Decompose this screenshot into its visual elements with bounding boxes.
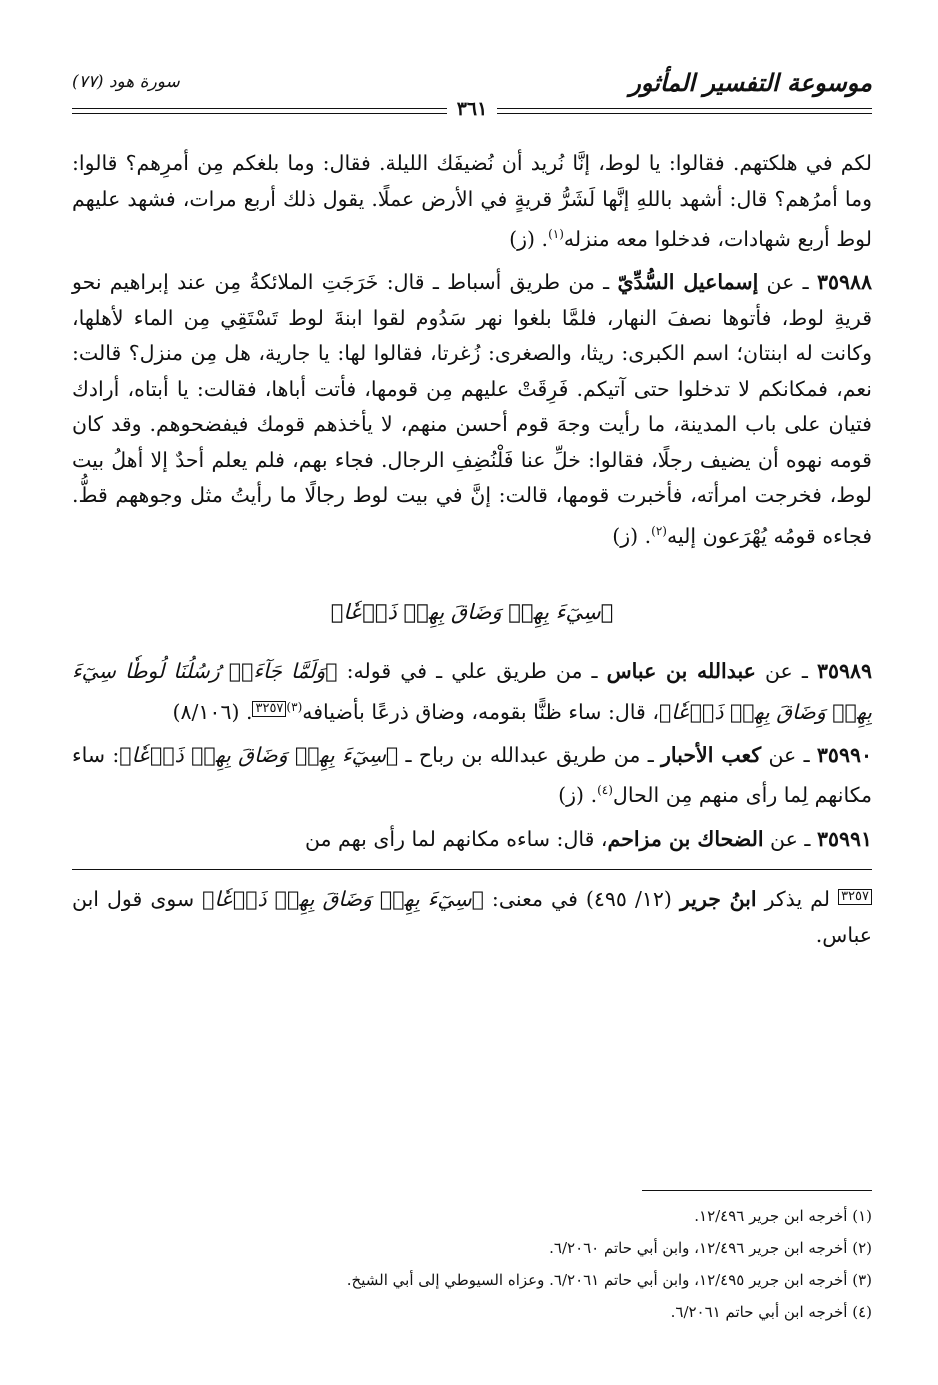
- entry-number: ٣٥٩٩١: [816, 826, 872, 851]
- page-number: ٣٦١: [447, 98, 498, 120]
- source-tag: . (ز): [558, 783, 598, 808]
- narrator-name: إسماعيل السُّدِّيّ: [617, 270, 759, 295]
- commentary-ref-box: ٣٢٥٧: [838, 889, 872, 905]
- entry-number: ٣٥٩٩٠: [816, 742, 872, 767]
- quran-quote: ﴿وَلَمَّا جَآءَتۡ رُسُلُنَا لُوطٗا سِيٓءَ بِهِمۡ وَضَاقَ بِهِمۡ ذَرۡعٗا﴾: [72, 659, 872, 724]
- entry-text: ـ من طريق عبدالله بن رباح ـ: [398, 742, 662, 767]
- quran-quote: ﴿سِيٓءَ بِهِمۡ وَضَاقَ بِهِمۡ ذَرۡعٗا﴾: [202, 887, 484, 912]
- narrator-name: الضحاك بن مزاحم: [607, 826, 764, 851]
- entry-prefix: ـ عن: [758, 270, 817, 295]
- narrator-name: عبدالله بن عباس: [606, 659, 756, 684]
- paragraph-continuation: [72, 146, 872, 257]
- entry-35988: [72, 265, 872, 554]
- entry-text: : ساء مكانهم لِما رأى منهم مِن الحال: [72, 742, 872, 808]
- commentary-note: [72, 882, 872, 953]
- footnote-marker: (٣): [286, 699, 303, 714]
- entry-35991: [72, 822, 872, 858]
- entry-prefix: ـ عن: [761, 742, 817, 767]
- commentary-text: لم يذكر: [756, 887, 839, 912]
- entry-number: ٣٥٩٨٨: [816, 270, 872, 295]
- footnote-3: (٣) أخرجه ابن جرير ١٢/٤٩٥، وابن أبي حاتم ٦/٢٠٦١. وعزاه السيوطي إلى أبي الشيخ.: [346, 1271, 872, 1289]
- book-title: موسوعة التفسير المأثور: [629, 68, 872, 97]
- footnote-marker: (١): [548, 227, 564, 241]
- footnote-2: (٢) أخرجه ابن جرير ١٢/٤٩٦، وابن أبي حاتم ٦/٢٠٦٠.: [549, 1239, 872, 1257]
- footnotes-section: [72, 1190, 872, 1328]
- entry-35989: [72, 654, 872, 730]
- commentary-text: سوى قول ابن عباس.: [72, 887, 872, 947]
- volume-page-ref: . (٨/١٠٦): [172, 699, 253, 724]
- entry-text: ، قال: ساء ظنًّا بقومه، وضاق ذرعًا بأضيافه: [302, 699, 659, 724]
- entry-prefix: ـ عن: [755, 659, 817, 684]
- source-tag: . (ز): [612, 523, 652, 548]
- footnote-list: [72, 1190, 872, 1328]
- footnote-1: (١) أخرجه ابن جرير ١٢/٤٩٦.: [694, 1207, 872, 1225]
- commentary-ref-box: ٣٢٥٧: [252, 701, 286, 717]
- entry-35990: [72, 738, 872, 814]
- commentary-rule: [72, 869, 872, 870]
- main-text: [72, 146, 872, 953]
- entry-text: ـ من طريق أسباط ـ قال: خَرَجَتِ الملائكةُ مِن عند إبراهيم نحو قريةِ لوط، فأتوها نصفَ النهار، فلمَّا بلغوا نهر سَدُوم لقوا ابنةَ لوط تَسْتَقِي مِن الماء لأهلها، وكانت له ابنتان؛ اسم الكبرى: ريثا، والصغرى: زُغرتا، فقالوا لها: يا جارية، هل مِن منزل؟ قالت: نعم، فمكانكم لا تدخلوا حتى آتيكم. فَرِقَتْ عليهم مِن قومها، فأتت أباها، فقالت: يا أبتاه، أرادك فتيان على باب المدينة، ما رأيت وجهَ قوم أحسن منهم، لا يأخذهم قومك فيفضحوهم. وقد كان قومه نهوه أن يضيف رجلًا، فقالوا: خلِّ عنا فَلْنُضِفِ الرجال. فجاء بهم، فلم يعلم أحدٌ إلا أهلُ بيت لوط، فخرجت امرأته، فأخبرت قومها، قالت: إنَّ في بيت لوط رجالًا ما رأيتُ مثل وجوههم قطُّ. فجاءه قومُه يُهْرَعون إليه: [72, 270, 872, 548]
- running-header: [72, 62, 872, 120]
- entry-text: ـ من طريق علي ـ في قوله:: [337, 659, 607, 684]
- footnote-4: (٤) أخرجه ابن أبي حاتم ٦/٢٠٦١.: [670, 1303, 872, 1321]
- entry-prefix: ـ عن: [763, 826, 817, 851]
- source-tag: . (ز): [509, 226, 549, 251]
- paragraph-text: لكم في هلكتهم. فقالوا: يا لوط، إنَّا نُريد أن نُضيفَك الليلة. فقال: وما بلغكم مِن أمرِهم؟ قالوا: وما أمرُهم؟ قال: أشهد باللهِ إنَّها لَشَرُّ قريةٍ في الأرض عملًا. يقول ذلك أربع مرات، فشهد عليهم لوط أربع شهادات، فدخلوا معه منزله: [72, 151, 872, 251]
- footnote-marker: (٢): [651, 523, 667, 538]
- footnote-marker: (٤): [597, 783, 613, 798]
- entry-text: ، قال: ساءه مكانهم لما رأى بهم من: [304, 826, 608, 851]
- quran-quote: ﴿سِيٓءَ بِهِمۡ وَضَاقَ بِهِمۡ ذَرۡعٗا﴾: [119, 742, 399, 767]
- verse-heading: ﴿سِيٓءَ بِهِمۡ وَضَاقَ بِهِمۡ ذَرۡعٗا﴾: [330, 600, 614, 625]
- footnote-rule: [642, 1190, 872, 1191]
- commentary-text: (١٢/ ٤٩٥) في معنى:: [483, 887, 680, 912]
- surah-label: سورة هود (٧٧): [72, 72, 180, 92]
- narrator-name: كعب الأحبار: [661, 742, 762, 767]
- scholar-name: ابنُ جرير: [679, 887, 757, 912]
- entry-number: ٣٥٩٨٩: [816, 659, 872, 684]
